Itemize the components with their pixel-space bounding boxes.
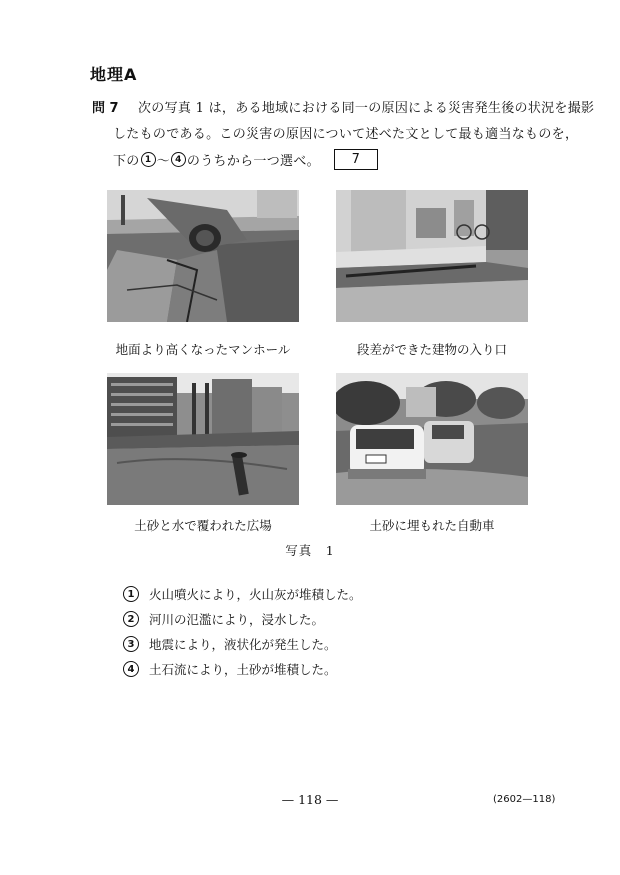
caption-cars: 土砂に埋もれた自動車 xyxy=(369,518,495,533)
choice-text: 河川の氾濫により，浸水した。 xyxy=(149,612,325,627)
question-text-line-1: 次の写真 1 は，ある地域における同一の原因による災害発生後の状況を撮影 xyxy=(138,101,595,116)
line3-suffix: のうちから一つ選べ。 xyxy=(186,154,320,169)
choice-3 xyxy=(123,635,337,653)
section-title: 地理A xyxy=(90,65,138,84)
question-text-line-2: したものである。この災害の原因について述べた文として最も適当なものを， xyxy=(113,127,579,142)
choice-2 xyxy=(123,610,324,628)
range-separator: ～ xyxy=(156,154,170,169)
choice-text: 火山噴火により，火山灰が堆積した。 xyxy=(149,587,362,602)
choice-text: 地震により，液状化が発生した。 xyxy=(149,637,337,652)
question-text-line-3 xyxy=(113,149,378,170)
choice-number: 3 xyxy=(123,636,139,652)
page-number: — 118 — xyxy=(281,792,339,807)
line3-prefix: 下の xyxy=(113,154,140,169)
choice-text: 土石流により，土砂が堆積した。 xyxy=(149,662,337,677)
photo-set-title: 写真 1 xyxy=(285,543,335,558)
caption-manhole: 地面より高くなったマンホール xyxy=(115,342,291,357)
choice-number: 1 xyxy=(123,586,139,602)
photo-building-entrance xyxy=(336,190,528,322)
question-label: 問 7 xyxy=(92,101,119,116)
photo-plaza xyxy=(107,373,299,505)
exam-code: (2602—118) xyxy=(493,794,556,805)
choice-4 xyxy=(123,660,337,678)
photo-manhole xyxy=(107,190,299,322)
choice-number: 2 xyxy=(123,611,139,627)
caption-plaza: 土砂と水で覆われた広場 xyxy=(134,518,272,533)
answer-box: 7 xyxy=(334,149,378,170)
choice-number: 4 xyxy=(123,661,139,677)
range-end-number: 4 xyxy=(171,152,186,167)
caption-building-entrance: 段差ができた建物の入り口 xyxy=(356,342,507,357)
photo-cars xyxy=(336,373,528,505)
choice-1 xyxy=(123,585,362,603)
range-start-number: 1 xyxy=(141,152,156,167)
